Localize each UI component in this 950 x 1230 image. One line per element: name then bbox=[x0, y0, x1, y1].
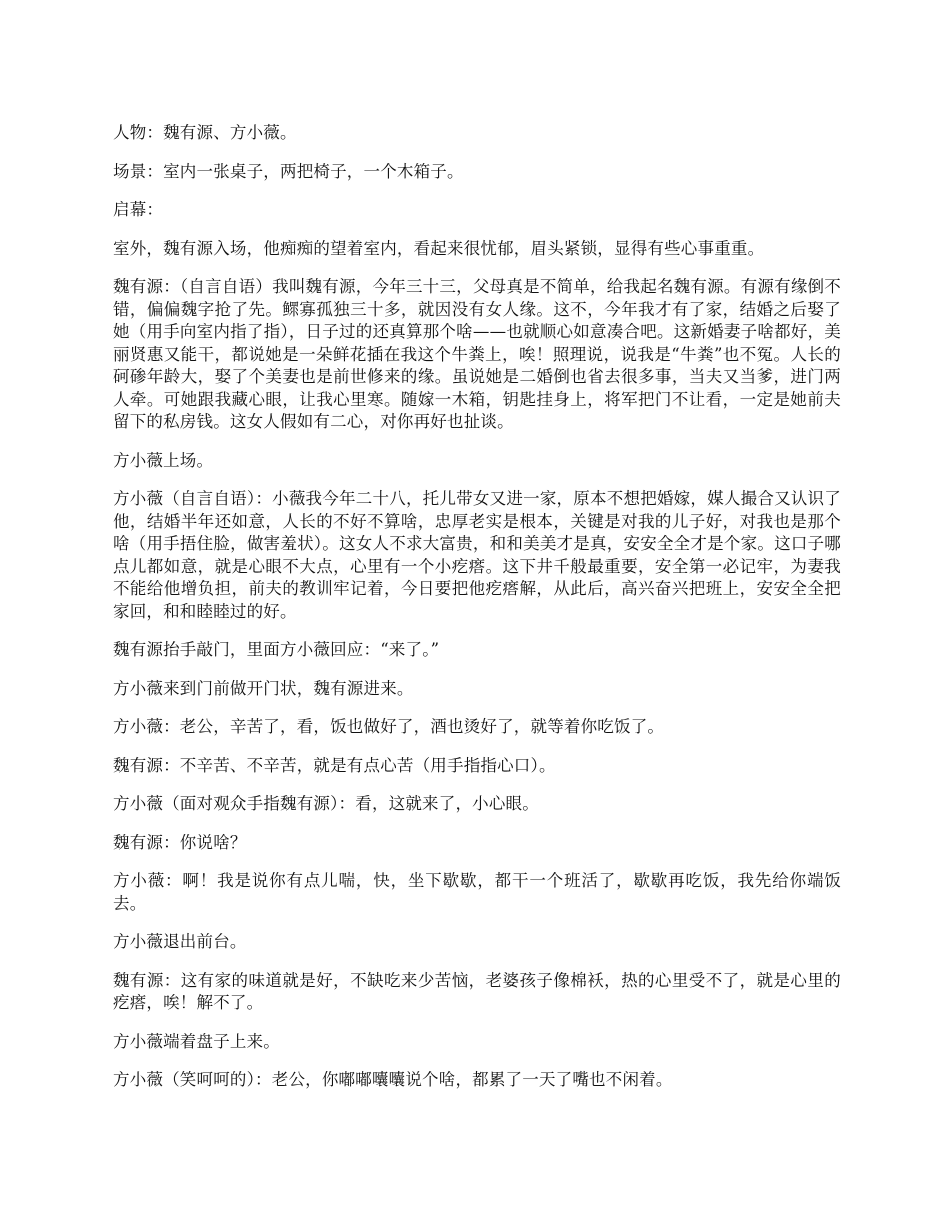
stage-direction: 方小薇端着盘子上来。 bbox=[113, 1031, 280, 1051]
scene-line: 场景：室内一张桌子，两把椅子，一个木箱子。 bbox=[113, 161, 464, 181]
curtain-line: 启幕： bbox=[113, 200, 164, 219]
dialogue-line: 方小薇：啊！我是说你有点儿喘，快，坐下歇歇，都干一个班活了，歇歇再吃饭，我先给你端饭去。 bbox=[113, 871, 841, 913]
stage-direction: 方小薇退出前台。 bbox=[113, 932, 247, 951]
monologue-fang: 方小薇（自言自语）：小薇我今年二十八，托儿带女又进一家，原本不想把婚嫁，媒人撮合又认识了他，结婚半年还如意，人长的不好不算啥，忠厚老实是根本，关键是对我的儿子好，对我也是那个啥（用手捂住脸，做害羞状）。这女人不求大富贵，和和美美才是真，安安全全才是个家。这口子哪点儿都如意，就是心眼不大点，心里有一个小疙瘩。这下井千般最重要，安全第一必记牢，为妻我不能给他增负担，前夫的教训牢记着，今日要把他疙瘩解，从此后，高兴奋兴把班上，安安全全把家回，和和睦睦过的好。 bbox=[113, 489, 841, 621]
dialogue-line: 魏有源：不辛苦、不辛苦，就是有点心苦（用手指指心口）。 bbox=[113, 755, 556, 775]
stage-direction: 方小薇来到门前做开门状，魏有源进来。 bbox=[113, 678, 414, 698]
stage-direction: 方小薇上场。 bbox=[113, 450, 214, 470]
dialogue-line: 魏有源：你说啥？ bbox=[113, 832, 247, 852]
stage-direction: 魏有源抬手敲门，里面方小薇回应：“来了。” bbox=[113, 640, 440, 659]
document-page bbox=[113, 122, 841, 1108]
monologue-wei: 魏有源：（自言自语）我叫魏有源，今年三十三，父母真是不简单，给我起名魏有源。有源有缘倒不错，偏偏魏字抢了先。鳏寡孤独三十多，就因没有女人缘。这不，今年我才有了家，结婚之后娶了她（用手向室内指了指），日子过的还真算那个啥——也就顺心如意凑合吧。这新婚妻子啥都好，美丽贤惠又能干，都说她是一朵鲜花插在我这个牛粪上，唉！照理说，说我是“牛粪”也不冤。人长的砢碜年龄大，娶了个美妻也是前世修来的缘。虽说她是二婚倒也省去很多事，当夫又当爹，进门两人牵。可她跟我藏心眼，让我心里寒。随嫁一木箱，钥匙挂身上，将军把门不让看，一定是她前夫留下的私房钱。这女人假如有二心，对你再好也扯谈。 bbox=[113, 277, 841, 431]
cast-line: 人物：魏有源、方小薇。 bbox=[113, 123, 297, 142]
dialogue-line: 方小薇（笑呵呵的）：老公，你嘟嘟囔囔说个啥，都累了一天了嘴也不闲着。 bbox=[113, 1070, 673, 1089]
dialogue-line: 魏有源：这有家的味道就是好，不缺吃来少苦恼，老婆孩子像棉袄，热的心里受不了，就是心里的疙瘩，唉！解不了。 bbox=[113, 970, 841, 1012]
dialogue-line: 方小薇：老公，辛苦了，看，饭也做好了，酒也烫好了，就等着你吃饭了。 bbox=[113, 717, 665, 736]
stage-direction: 室外，魏有源入场，他痴痴的望着室内，看起来很忧郁，眉头紧锁，显得有些心事重重。 bbox=[113, 238, 765, 258]
dialogue-line: 方小薇（面对观众手指魏有源）：看，这就来了，小心眼。 bbox=[113, 794, 539, 813]
